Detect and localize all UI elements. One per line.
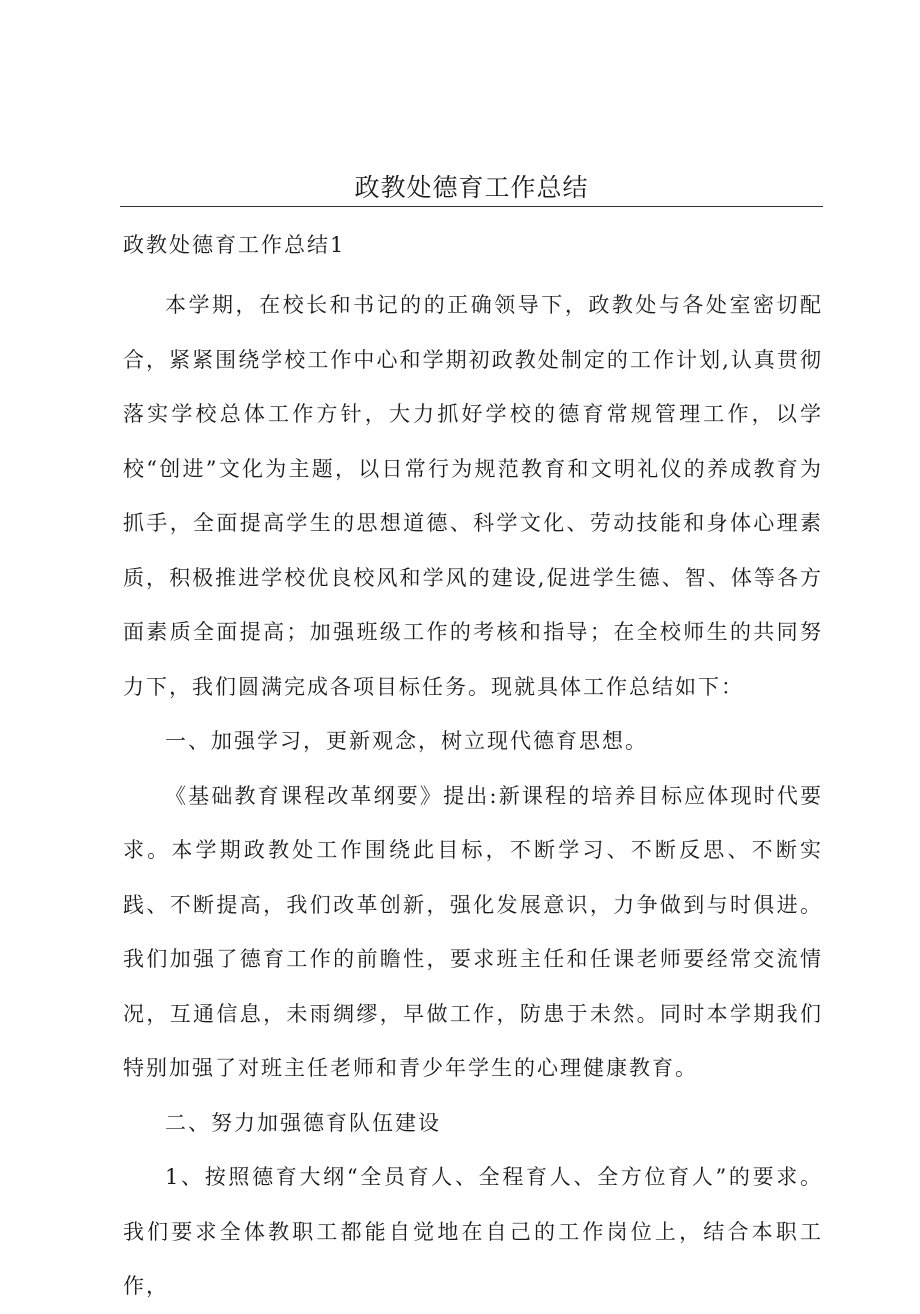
paragraph-section-2-item-1: 1、按照德育大纲“全员育人、全程育人、全方位育人”的要求。我们要求全体教职工都能自觉地在自己的工作岗位上，结合本职工作，: [123, 1165, 823, 1298]
section-heading-1: 一、加强学习，更新观念，树立现代德育思想。: [165, 729, 648, 753]
paragraph-section-1: 《基础教育课程改革纲要》提出:新课程的培养目标应体现时代要求。本学期政教处工作围绕此目标，不断学习、不断反思、不断实践、不断提高，我们改革创新，强化发展意识，力争做到与时俱进。我们加强了德育工作的前瞻性，要求班主任和任课老师要经常交流情况，互通信息，未雨绸缪，早做工作，防患于未然。同时本学期我们特别加强了对班主任老师和青少年学生的心理健康教育。: [123, 783, 823, 1080]
document-title: 政教处德育工作总结: [354, 173, 589, 202]
section-subheading: 政教处德育工作总结1: [123, 233, 346, 257]
document-body: [123, 278, 823, 1314]
section-heading-2: 二、努力加强德育队伍建设: [165, 1110, 441, 1135]
title-underline-divider: [120, 206, 823, 207]
paragraph-intro: 本学期，在校长和书记的的正确领导下，政教处与各处室密切配合，紧紧围绕学校工作中心和学期初政教处制定的工作计划,认真贯彻落实学校总体工作方针，大力抓好学校的德育常规管理工作，以学校“创进”文化为主题，以日常行为规范教育和文明礼仪的养成教育为抓手，全面提高学生的思想道德、科学文化、劳动技能和身体心理素质，积极推进学校优良校风和学风的建设,促进学生德、智、体等各方面素质全面提高；加强班级工作的考核和指导；在全校师生的共同努力下，我们圆满完成各项目标任务。现就具体工作总结如下：: [123, 293, 823, 699]
